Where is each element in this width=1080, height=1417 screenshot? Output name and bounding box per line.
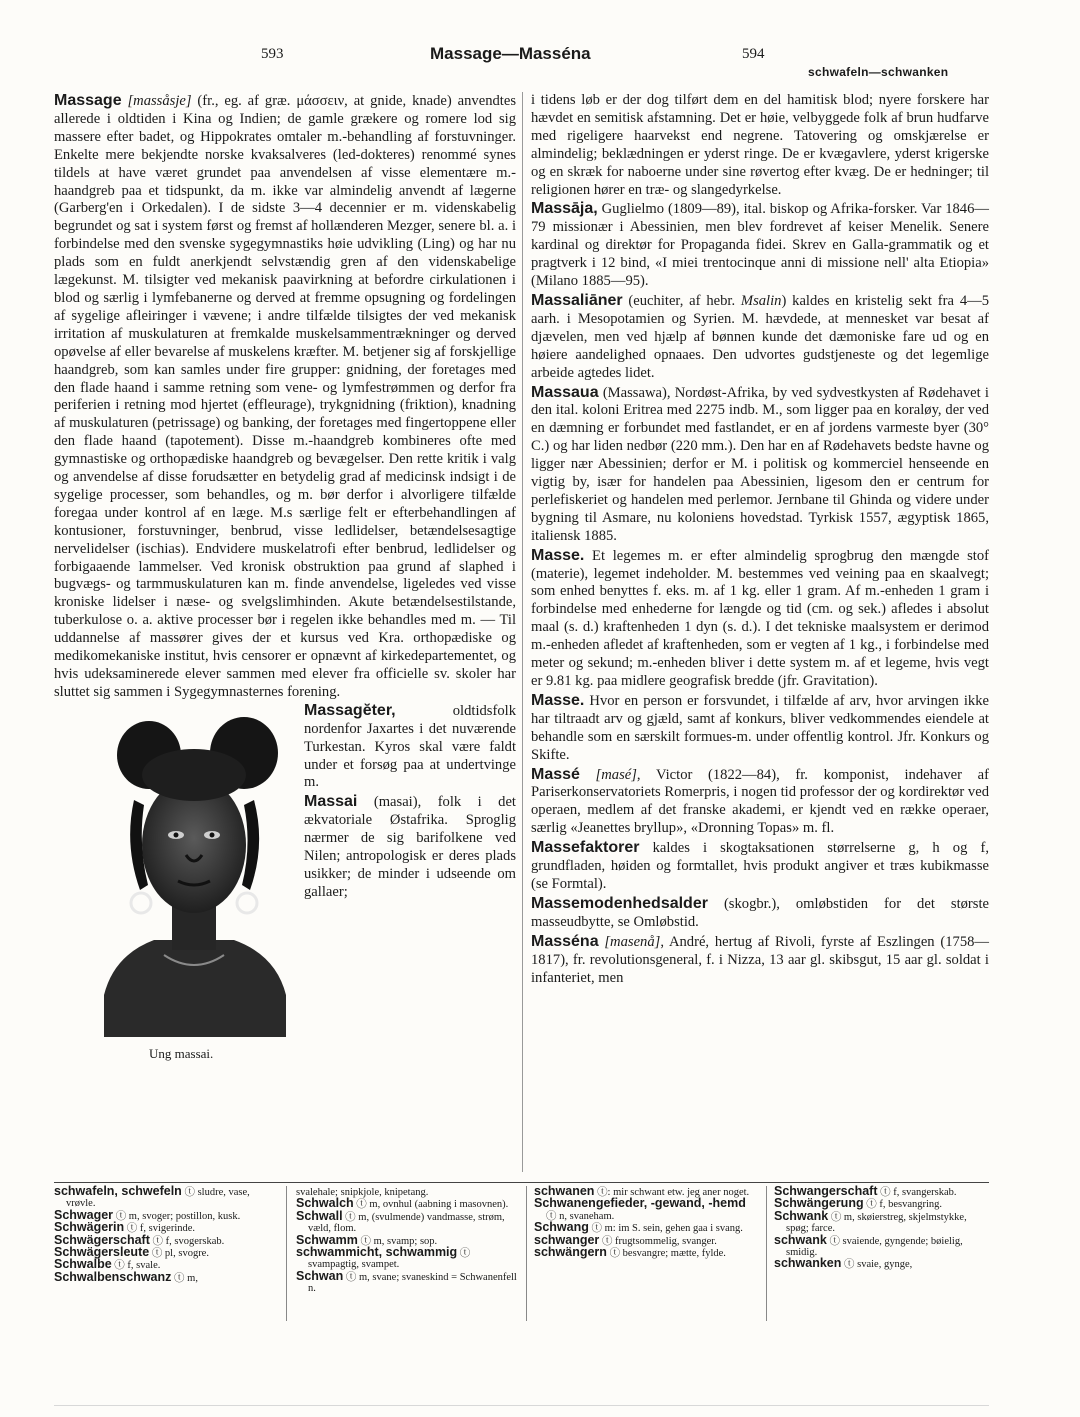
headword: Masséna xyxy=(531,932,599,950)
dictionary-entry xyxy=(774,1258,989,1270)
dictionary-headword: schwanen xyxy=(534,1184,595,1198)
pronunciation: [masé] xyxy=(579,766,637,783)
dictionary-headword: Schwager xyxy=(54,1207,114,1222)
dictionary-gloss: ⓣ m, svane; svaneskind = Schwanenfell n. xyxy=(308,1271,517,1295)
dictionary-gloss: ⓣ m, ovnhul (aabning i masovnen). xyxy=(353,1199,509,1211)
dictionary-headword: Schwalch xyxy=(296,1196,354,1211)
headword: Massefaktorer xyxy=(531,839,640,857)
entry-text: (euchiter, af hebr. xyxy=(622,292,741,309)
dictionary-headword: schwafeln, schwefeln xyxy=(54,1184,182,1198)
entry-massemodenhedsalder xyxy=(531,895,989,932)
dictionary-entry xyxy=(296,1208,518,1235)
portrait-image xyxy=(94,705,294,1037)
headword: Massaua xyxy=(531,383,599,401)
right-column xyxy=(531,92,989,987)
entry-masse-law xyxy=(531,692,989,765)
dictionary-headword: Schwägerschaft xyxy=(54,1232,150,1247)
entry-text: Et legemes m. er efter almindelig sprogbrug den mængde stof (materie), legemet indeholder. M. bestemmes ved veining paa en skaalvegt; som enhed benyttes f. eks. m. af 1 kg. eller 1 gram. Af m.-enheden 1 gram i forbindelse med enhederne for længde og tid (cm. og sek.) afledes i absolut maal (s. d.) kraftenheden 1 dyn (s. d.). I det tekniske maalsystem er derimod m.-enheden afledet af kraftenheden, som er vegten af 1 kg., i forbindelse med meter og sekund; m.-enheden bliver i dette system m. af et legeme, hvis vegt er 9.81 kg. paa midlere geografisk bredde (jfr. Gravitation). xyxy=(531,547,989,689)
dictionary-top-rule xyxy=(54,1182,989,1183)
headword: Massaliāner xyxy=(531,291,623,309)
entry-massefaktorer xyxy=(531,839,989,894)
dictionary-headword: Schwanengefieder, -gewand, -hemd xyxy=(534,1196,746,1211)
pronunciation: [massåsje] xyxy=(127,93,192,109)
dictionary-gloss: ⓣ besvangre; mætte, fylde. xyxy=(606,1248,726,1260)
dictionary-column-3 xyxy=(534,1186,758,1259)
dictionary-headword: Schwang xyxy=(534,1220,589,1235)
entry-text: , André, hertug af Rivoli, fyrste af Eszlingen (1758—1817), fr. revolutionsgeneral, f. i Nizza, 13 aar gl. skibsgut, 15 aar gl. soldat i infanteriet, men xyxy=(531,933,990,986)
dictionary-headword: Schwangerschaft xyxy=(774,1184,878,1198)
dictionary-gloss: ⓣ: mir schwant etw. jeg aner noget. xyxy=(594,1187,750,1198)
pronunciation: [masenå] xyxy=(598,933,661,950)
dictionary-gloss: ⓣ f, svigerinde. xyxy=(124,1223,196,1235)
dictionary-entry xyxy=(534,1198,758,1222)
dictionary-entry xyxy=(774,1208,989,1235)
entry-text: (masai), folk i det ækvatoriale Østafrika. Sproglig nærmer de sig barifolkene ved Nilen; antropologisk er deres plads usikker; de minder i udseende om gallaer; xyxy=(304,794,516,900)
dictionary-gloss: ⓣ m: im S. sein, gehen gaa i svang. xyxy=(588,1223,743,1235)
dictionary-entry xyxy=(54,1269,274,1284)
dictionary-gloss: ⓣ svaie, gynge, xyxy=(841,1259,913,1271)
page-number-left: 593 xyxy=(261,46,284,62)
page-title: Massage—Masséna xyxy=(430,44,591,63)
dictionary-headword: Schwängerung xyxy=(774,1196,864,1211)
dictionary-gloss: ⓣ sludre, vase, vrøvle. xyxy=(66,1187,250,1210)
dictionary-headword: schwängern xyxy=(534,1245,607,1260)
headword: Massage xyxy=(54,92,122,109)
dictionary-gloss: ⓣ m, (svulmende) vandmasse, strøm, væld, flom. xyxy=(308,1211,505,1235)
dictionary-gloss: ⓣ m, xyxy=(171,1272,198,1284)
dictionary-gloss: ⓣ f, svangerskab. xyxy=(877,1187,957,1198)
dictionary-gloss: ⓣ svaiende, gyngende; bøielig, smidig. xyxy=(786,1235,963,1259)
dictionary-gloss: ⓣ n, svaneham. xyxy=(546,1210,615,1222)
dictionary-entry xyxy=(774,1232,989,1259)
entry-massalianer xyxy=(531,292,989,383)
entry-text: (Massawa), Nordøst-Afrika, by ved sydvestkysten af Rødehavet i den ital. koloni Eritrea med 2275 indb. M., som ligger paa en koraløy, der ved en dæmning er forbundet med fastlandet, er en af jordens varmeste byer (30° C.) og har liden nedbør (220 mm.). Den har en af Rødehavets bedste havne og ligger nær Abessinien; derfor er M. i politisk og kommerciel henseende en vigtig by, især for handelen paa Abessinien, ligesom den er centrum for perlefiskeriet og handelen med perlemor. Jernbane til Ghinda og videre under bygning til Asmare, nu koloniens hovedstad. Tyrkisk 1557, ægyptisk 1865, italiensk 1885. xyxy=(531,384,989,544)
headword: Massagĕter, xyxy=(304,701,396,719)
dictionary-divider xyxy=(286,1186,287,1321)
dictionary-entry xyxy=(296,1268,518,1295)
dictionary-headword: schwanger xyxy=(534,1232,600,1247)
entry-text: i tidens løb er der dog tilført dem en del hamitisk blod; nyere forskere har hævdet en semitisk afstamning. Det er høie, velbyggede folk af brun hudfarve med rigeligere haarvekst end negrene. Tatovering og omskjærelse er almindelig; beklædningen er yderst ringe. De er kvægavlere, yderst krigerske og en skræk for naboerne under sine røvertog efter kvæg. De er hedninger; til religionen hører en træ- og slangedyrkelse. xyxy=(531,92,989,198)
dictionary-headword: schwank xyxy=(774,1232,827,1247)
dictionary-gloss: ⓣ f, besvangring. xyxy=(863,1199,943,1211)
page-number-right: 594 xyxy=(742,46,765,62)
headword: Massāja, xyxy=(531,200,598,218)
entry-text: , Victor (1822—84), fr. komponist, indehaver af Pariserkonservatoriets Romerpris, i nogen tid professor der og kordirektør ved operaen, medlem af det franske akademi, er kjendt ved en række operaer, særlig «Jeanettes bryllup», «Dronning Topas» m. fl. xyxy=(531,766,989,837)
dictionary-headword: Schwalbenschwanz xyxy=(54,1269,172,1284)
entry-text: Hvor en person er forsvundet, i tilfælde af arv, hvor arvingen ikke har tiltraadt arv og gjæld, samt af konkurs, bliver vedkommendes eiendele at behandle som en særskilt formues-m. under offentlig kontrol. Jfr. Konkurs og Skifte. xyxy=(531,692,989,763)
entry-text: Guglielmo (1809—89), ital. biskop og Afrika-forsker. Var 1846—79 missionær i Abessinien, men blev fordrevet af keiser Menelik. Senere kardinal og direktør for Propaganda fidei. Skrev en Galla-grammatik og et pragtverk i 12 bind, «I miei trentocinque anni di missione nell' alta Etiopia» (Milano 1885—95). xyxy=(531,201,989,290)
dictionary-entry xyxy=(296,1247,518,1271)
dictionary-gloss: ⓣ m, svamp; sop. xyxy=(357,1235,438,1247)
entry-massage xyxy=(54,92,516,702)
entry-massena xyxy=(531,933,989,988)
dictionary-divider xyxy=(766,1186,767,1321)
entry-massaja xyxy=(531,200,989,291)
headword: Massai xyxy=(304,793,358,811)
guide-word-range: schwafeln—schwanken xyxy=(808,65,949,79)
dictionary-gloss: ⓣ pl, svogre. xyxy=(149,1248,209,1260)
entry-masse-composer xyxy=(531,766,989,839)
dictionary-gloss: ⓣ f, svale. xyxy=(111,1260,161,1272)
headword: Masse. xyxy=(531,691,585,709)
entry-text: oldtidsfolk nordenfor Jaxartes i det nuværende Turkestan. Kyros skal være faldt under et forsøg paa at undertvinge m. xyxy=(304,702,516,791)
dictionary-headword: Schwägerin xyxy=(54,1220,125,1235)
dictionary-gloss: ⓣ svampagtig, svampet. xyxy=(308,1248,471,1271)
dictionary-gloss: ⓣ m, skøierstreg, skjelmstykke, spøg; farce. xyxy=(786,1211,967,1235)
italic-term: Msalin xyxy=(740,292,782,309)
column-divider xyxy=(522,92,523,1172)
figure xyxy=(54,705,298,1070)
headword: Massemodenhedsalder xyxy=(531,894,708,912)
dictionary-gloss: svalehale; snipkjole, knipetang. xyxy=(296,1187,429,1198)
dictionary-headword: schwanken xyxy=(774,1256,842,1271)
figure-caption: Ung massai. xyxy=(149,1045,214,1061)
page-bottom-edge xyxy=(54,1405,989,1406)
dictionary-headword: Schwank xyxy=(774,1208,829,1223)
dictionary-column-4 xyxy=(774,1186,989,1271)
entry-massaua xyxy=(531,384,989,546)
dictionary-headword: Schwamm xyxy=(296,1232,358,1247)
dictionary-divider xyxy=(526,1186,527,1321)
dictionary-headword: Schwall xyxy=(296,1208,343,1223)
dictionary-entry xyxy=(534,1247,758,1259)
entry-text: ) kaldes en kristelig sekt fra 4—5 aarh. i Mesopotamien og Syrien. M. hævdede, at mennesket var besat af djævelen, men ved hjælp af bønnen kunde det dæmoniske fare ud og en høiere aandelighed opnaaes. Den udvortes gudstjeneste og det legemlige arbeide agtedes lidet. xyxy=(531,292,990,381)
dictionary-gloss: ⓣ m, svoger; postillon, kusk. xyxy=(113,1210,241,1222)
entry-text: kaldes i skogtaksationen størrelserne g, h og f, grundfladen, høiden og formtallet, hvis produkt angiver et træs kubikmasse (se Formtal). xyxy=(531,840,989,892)
dictionary-column-2 xyxy=(296,1186,518,1295)
entry-masse-physics xyxy=(531,547,989,691)
dictionary-headword: schwammicht, schwammig xyxy=(296,1245,458,1260)
dictionary-strip xyxy=(54,1186,989,1326)
entry-text: (skogbr.), omløbstiden for det største masseudbytte, se Omløbstid. xyxy=(531,895,989,930)
left-column xyxy=(54,92,516,1070)
headword: Massé xyxy=(531,765,580,783)
running-header xyxy=(0,0,1080,95)
entry-text: (fr., eg. af græ. μάσσειν, at gnide, knade) anvendtes allerede i oldtiden i Kina og Indien; de gamle grækere og romere lod sig massere efter badet, og Hippokrates omtaler m.-behandling af forstuvninger. Enkelte mere bekjendte norske kvaksalveres (led-dokteres) renommé synes tildels at have været grundet paa anvendelsen af visse elementære m.-haandgreb paa et tidspunkt, da m. ikke var almindelig anvendt af lægerne (Garberg'en i Orkedalen). I de sidste 3—4 decennier er m. videnskabelig begrundet og sat i system først og fremst af hollænderen Mezger, senere bl. a. i forbindelse med den svenske sygegymnastiks høie udvikling (Ling) og har nu plads som en fuldt anerkjendt selvstændig gren af den videnskabelige lægekunst. M. tilsigter ved mekanisk paavirkning at befordre cirkulationen i blod og særlig i lymfebanerne og derved at fremme opsugning og fordelingen af sygelige afleiringer i vævene; i andre tilfælde tilsigtes der ved mekanisk irritation af muskulaturen at fremkalde muskelsammentrækninger og derved opøvelse af eller bevarelse af muskelens kræfter. M. betjener sig af forskjellige haandgreb, som kan samles under fire grupper: gnidning, der foretages med den flade haand i samme retning som vene- og lymfestrømmen og derfor fra periferien i retning mod hjertet (effleurage), trykgnidning (friktion), knadning af muskulaturen (petrissage) og banking, der foretages med fingertoppene eller den flade haand (tapotement). Disse m.-haandgreb kombineres ofte med gymnastiske og orthopædiske haandgreb og bevægelser. Den rette kritik i valg og anvendelse af disse forudsætter en betydelig grad af medicinsk indsigt i de sygelige processer, som behandles, og m. bør derfor i alvorligere tilfælde foregaa under kontrol af en læge. M.s særlige felt er efterbehandlingen af kontusioner, forstuvninger, benbrud, visse ledlidelser, betændelsesagtige nervelidelser (ischias). Endvidere muskelatrofi efter benbrud, ledlidelser og forbigaaende lammelser. Ved kronisk obstruktion paa grund af slaphed i bugvægs- og tarmmuskulaturen kan m. finde anvendelse, ligeledes ved visse kroniske lidelser i næse- og svelgslimhinden. Akute betændelsestilstande, tuberkulose o. a. aktive processer bør i regelen ikke behandles med m. — Til uddannelse af massører gives der et kursus ved Kra. orthopædiske og medikomekaniske institut, hvis censorer er opnævnt af kirkedepartementet, og hvis udeksaminerede elever sammen med elever fra officielle sv. skoler har sluttet sig sammen i Sygegymnasternes forening. xyxy=(54,93,517,700)
headword: Masse. xyxy=(531,546,585,564)
dictionary-entry xyxy=(54,1186,274,1210)
dictionary-gloss: ⓣ f, svogerskab. xyxy=(149,1235,225,1247)
dictionary-headword: Schwalbe xyxy=(54,1257,112,1272)
entry-massai-continued xyxy=(531,92,989,199)
dictionary-headword: Schwan xyxy=(296,1268,344,1283)
dictionary-column-1 xyxy=(54,1186,274,1284)
dictionary-headword: Schwägersleute xyxy=(54,1245,150,1260)
dictionary-gloss: ⓣ frugtsommelig, svanger. xyxy=(599,1235,717,1247)
